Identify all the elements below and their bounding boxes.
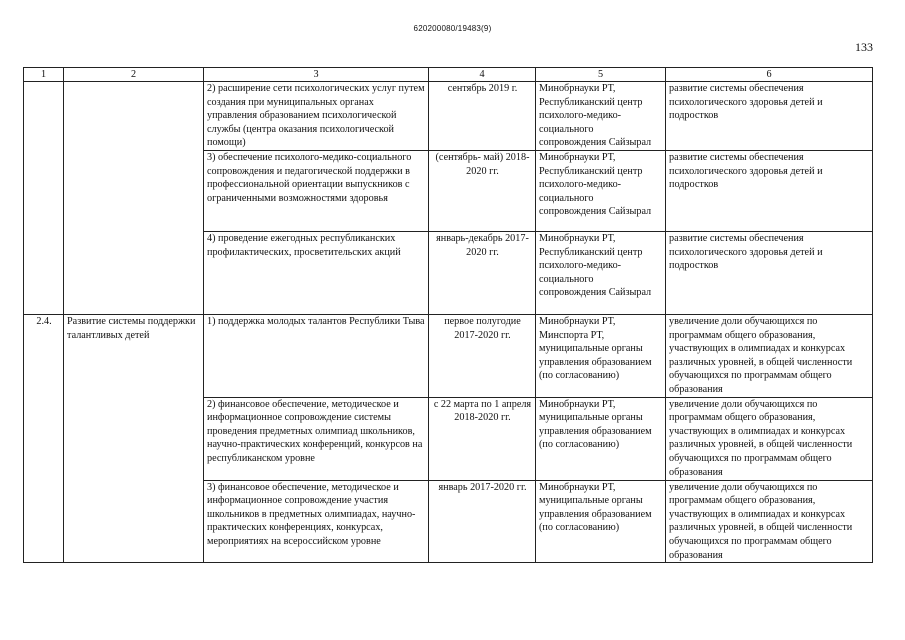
responsible-cell: Минобрнауки РТ, Минспорта РТ, муниципальные органы управления образованием (по согласованию) bbox=[536, 315, 666, 398]
page-number: 133 bbox=[855, 40, 873, 54]
measure-cell: 1) поддержка молодых талантов Республики Тыва bbox=[204, 315, 429, 398]
result-cell: увеличение доли обучающихся по программам общего образования, участвующих в олимпиадах и конкурсах различных уровней, в общей численности обучающихся по программам общего образования bbox=[666, 397, 873, 480]
program-table bbox=[23, 67, 873, 563]
responsible-cell: Минобрнауки РТ, Республиканский центр психолого-медико-социального сопровождения Сайзырал bbox=[536, 232, 666, 315]
measure-cell: 4) проведение ежегодных республиканских профилактических, просветительских акций bbox=[204, 232, 429, 315]
item-name-cell bbox=[64, 82, 204, 315]
result-cell: развитие системы обеспечения психологического здоровья детей и подростков bbox=[666, 82, 873, 151]
header-cell: 4 bbox=[429, 68, 536, 82]
item-number-cell bbox=[24, 82, 64, 315]
item-number-cell: 2.4. bbox=[24, 315, 64, 563]
period-cell: первое полугодие 2017-2020 гг. bbox=[429, 315, 536, 398]
measure-cell: 2) финансовое обеспечение, методическое и информационное сопровождение системы проведения предметных олимпиад школьников, научно-практических конференций, конкурсов на республиканском уровне bbox=[204, 397, 429, 480]
document-id: 620200080/19483(9) bbox=[413, 24, 492, 33]
table-row bbox=[24, 82, 873, 151]
measure-cell: 3) обеспечение психолого-медико-социального сопровождения и педагогической поддержки в профессиональной ориентации выпускников с ограниченными возможностями здоровья bbox=[204, 151, 429, 232]
measure-cell: 2) расширение сети психологических услуг путем создания при муниципальных органах управления образованием психологической службы (центра оказания психологической помощи) bbox=[204, 82, 429, 151]
result-cell: увеличение доли обучающихся по программам общего образования, участвующих в олимпиадах и конкурсах различных уровней, в общей численности обучающихся по программам общего образования bbox=[666, 315, 873, 398]
responsible-cell: Минобрнауки РТ, Республиканский центр психолого-медико-социального сопровождения Сайзырал bbox=[536, 82, 666, 151]
header-cell: 5 bbox=[536, 68, 666, 82]
result-cell: развитие системы обеспечения психологического здоровья детей и подростков bbox=[666, 151, 873, 232]
measure-cell: 3) финансовое обеспечение, методическое и информационное сопровождение участия школьников в предметных олимпиадах, научно-практических конференциях, конкурсах, мероприятиях на всероссийском уровне bbox=[204, 480, 429, 563]
table-row bbox=[24, 315, 873, 398]
responsible-cell: Минобрнауки РТ, Республиканский центр психолого-медико-социального сопровождения Сайзырал bbox=[536, 151, 666, 232]
result-cell: развитие системы обеспечения психологического здоровья детей и подростков bbox=[666, 232, 873, 315]
item-name-cell: Развитие системы поддержки талантливых детей bbox=[64, 315, 204, 563]
result-cell: увеличение доли обучающихся по программам общего образования, участвующих в олимпиадах и конкурсах различных уровней, в общей численности обучающихся по программам общего образования bbox=[666, 480, 873, 563]
header-cell: 2 bbox=[64, 68, 204, 82]
header-cell: 6 bbox=[666, 68, 873, 82]
responsible-cell: Минобрнауки РТ, муниципальные органы управления образованием (по согласованию) bbox=[536, 397, 666, 480]
period-cell: январь 2017-2020 гг. bbox=[429, 480, 536, 563]
header-cell: 1 bbox=[24, 68, 64, 82]
table-header-row bbox=[24, 68, 873, 82]
header-cell: 3 bbox=[204, 68, 429, 82]
period-cell: сентябрь 2019 г. bbox=[429, 82, 536, 151]
period-cell: с 22 марта по 1 апреля 2018-2020 гг. bbox=[429, 397, 536, 480]
period-cell: (сентябрь- май) 2018-2020 гг. bbox=[429, 151, 536, 232]
period-cell: январь-декабрь 2017-2020 гг. bbox=[429, 232, 536, 315]
responsible-cell: Минобрнауки РТ, муниципальные органы управления образованием (по согласованию) bbox=[536, 480, 666, 563]
